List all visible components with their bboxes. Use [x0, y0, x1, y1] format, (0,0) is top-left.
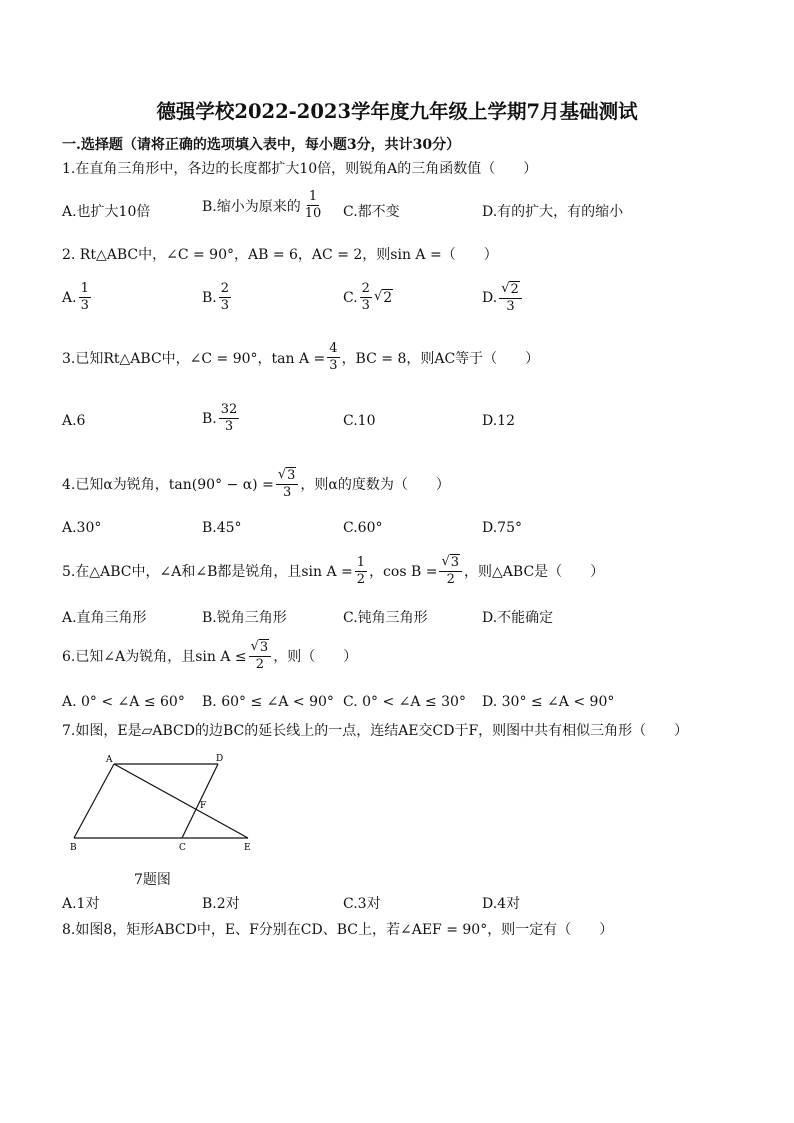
q2-option-b-label: B.: [202, 289, 217, 306]
q1-option-b-fraction: [303, 189, 324, 222]
q7-option-d: D.4对: [482, 896, 521, 912]
q7-option-c: C.3对: [343, 896, 381, 912]
numerator: 2: [220, 281, 230, 296]
q6-option-a: A. 0° < ∠A ≤ 60°: [62, 694, 185, 710]
radicand: 3: [287, 468, 296, 483]
numerator: 32: [220, 402, 238, 417]
q5-stem-fraction-1: [355, 555, 367, 588]
q2-option-a-label: A.: [62, 289, 77, 306]
q7-option-a: A.1对: [62, 896, 100, 912]
radicand: 3: [450, 555, 460, 570]
q6-stem-end: ，则（ ）: [273, 649, 358, 665]
label-f: F: [200, 801, 207, 811]
edge-ab: [74, 764, 114, 838]
page-title: 德强学校2022-2023学年度九年级上学期7月基础测试: [156, 100, 638, 123]
denominator: 2: [356, 571, 366, 587]
numerator: [499, 281, 522, 299]
q1-option-a: A.也扩大10倍: [62, 204, 151, 220]
q5-stem-start: 5.在△ABC中，∠A和∠B都是锐角，且sin A =: [62, 564, 353, 580]
q5-stem-middle: ，cos B =: [369, 564, 438, 580]
radicand: 2: [510, 282, 519, 297]
q3-option-b: [202, 402, 241, 435]
denominator: 3: [224, 419, 234, 434]
label-a: A: [106, 755, 113, 765]
label-d: D: [216, 754, 224, 764]
denominator: 3: [506, 299, 515, 314]
question-6-stem: [62, 639, 357, 673]
q5-option-d: D.不能确定: [482, 610, 554, 626]
question-8-stem: 8.如图8，矩形ABCD中，E、F分别在CD、BC上，若∠AEF = 90°，则一定有（ ）: [62, 922, 614, 938]
denominator: 2: [446, 572, 455, 587]
q2-option-b-fraction: [219, 281, 231, 314]
q4-stem-end: ，则α的度数为（ ）: [300, 477, 450, 493]
q6-stem-fraction: [249, 639, 272, 673]
q5-option-a: A.直角三角形: [62, 610, 147, 626]
q4-stem-start: 4.已知α为锐角，tan(90° − α) =: [62, 477, 274, 493]
q7-figure-caption: 7题图: [134, 872, 171, 888]
radicand: 2: [383, 290, 393, 306]
q3-option-d: D.12: [482, 413, 515, 429]
section-heading: 一.选择题（请将正确的选项填入表中，每小题3分，共计30分）: [62, 137, 461, 153]
q3-stem-start: 3.已知Rt△ABC中，∠C = 90°，tan A =: [62, 350, 326, 367]
q2-option-b: [202, 281, 233, 314]
q5-stem-fraction-2: [439, 554, 462, 588]
q2-option-a-fraction: [79, 281, 91, 314]
q1-option-d: D.有的扩大，有的缩小: [482, 204, 624, 220]
q6-option-d: D. 30° ≤ ∠A < 90°: [482, 694, 615, 710]
q2-option-a: [62, 281, 93, 314]
sqrt: [501, 281, 520, 298]
q7-parallelogram-figure: [60, 748, 270, 856]
q6-option-c: C. 0° < ∠A ≤ 30°: [343, 694, 466, 710]
q1-option-b-text: B.缩小为原来的: [202, 198, 301, 215]
denominator: 3: [80, 298, 89, 313]
q3-option-c: C.10: [343, 413, 376, 429]
q2-option-c-fraction: [360, 281, 372, 314]
q2-option-d: [482, 281, 524, 315]
denominator: 3: [329, 358, 338, 373]
q1-option-b: [202, 189, 325, 222]
q5-option-c: C.钝角三角形: [343, 610, 428, 626]
question-3-stem: [62, 341, 539, 374]
sqrt: [251, 639, 270, 656]
numerator: 1: [308, 189, 318, 204]
sqrt-sign: √: [501, 281, 510, 296]
q2-option-c-sqrt: [374, 289, 393, 306]
q4-option-a: A.30°: [62, 520, 102, 536]
q1-option-c: C.都不变: [343, 204, 400, 220]
question-5-stem: [62, 554, 604, 588]
label-b: B: [70, 843, 77, 853]
denominator: 3: [361, 298, 370, 313]
numerator: 2: [361, 281, 370, 296]
sqrt-sign: √: [373, 289, 383, 304]
segment-ae: [114, 764, 248, 838]
q2-option-c: [343, 281, 393, 314]
denominator: 3: [220, 298, 230, 313]
sqrt-sign: √: [250, 639, 259, 654]
numerator: 1: [356, 554, 366, 570]
q2-option-d-fraction: [499, 281, 522, 315]
q3-option-b-label: B.: [202, 410, 217, 427]
question-4-stem: [62, 467, 450, 501]
question-2-stem: 2. Rt△ABC中，∠C = 90°，AB = 6，AC = 2，则sin A =（ ）: [62, 247, 498, 263]
sqrt-sign: √: [441, 554, 450, 569]
numerator: [276, 467, 299, 485]
q3-stem-fraction: [327, 341, 339, 374]
sqrt: [278, 467, 297, 484]
question-1-stem: 1.在直角三角形中，各边的长度都扩大10倍，则锐角A的三角函数值（ ）: [62, 161, 538, 177]
q4-stem-fraction: [276, 467, 299, 501]
numerator: 4: [329, 341, 338, 356]
denominator: 2: [255, 657, 265, 672]
q3-option-a: A.6: [62, 413, 86, 429]
q5-option-b: B.锐角三角形: [202, 610, 287, 626]
radicand: 3: [259, 640, 269, 655]
sqrt: [441, 554, 460, 571]
denominator: 10: [304, 206, 322, 221]
q4-option-d: D.75°: [482, 520, 522, 536]
q2-option-c-label: C.: [343, 289, 358, 306]
label-c: C: [179, 843, 186, 853]
q3-option-b-fraction: [219, 402, 240, 435]
numerator: [439, 554, 462, 572]
q3-stem-end: ，BC = 8，则AC等于（ ）: [341, 350, 540, 367]
q5-stem-end: ，则△ABC是（ ）: [464, 564, 605, 580]
numerator: [249, 639, 272, 657]
q6-option-b: B. 60° ≤ ∠A < 90°: [202, 694, 334, 710]
q4-option-b: B.45°: [202, 520, 242, 536]
q4-option-c: C.60°: [343, 520, 383, 536]
q7-option-b: B.2对: [202, 896, 240, 912]
q6-stem-start: 6.已知∠A为锐角，且sin A ≤: [62, 649, 247, 665]
q2-option-d-label: D.: [482, 290, 498, 306]
denominator: 3: [282, 485, 292, 500]
numerator: 1: [80, 281, 89, 296]
label-e: E: [244, 843, 251, 853]
question-7-stem: 7.如图，E是▱ABCD的边BC的延长线上的一点，连结AE交CD于F，则图中共有相似三角形（ ）: [62, 723, 689, 739]
sqrt-sign: √: [277, 467, 287, 482]
